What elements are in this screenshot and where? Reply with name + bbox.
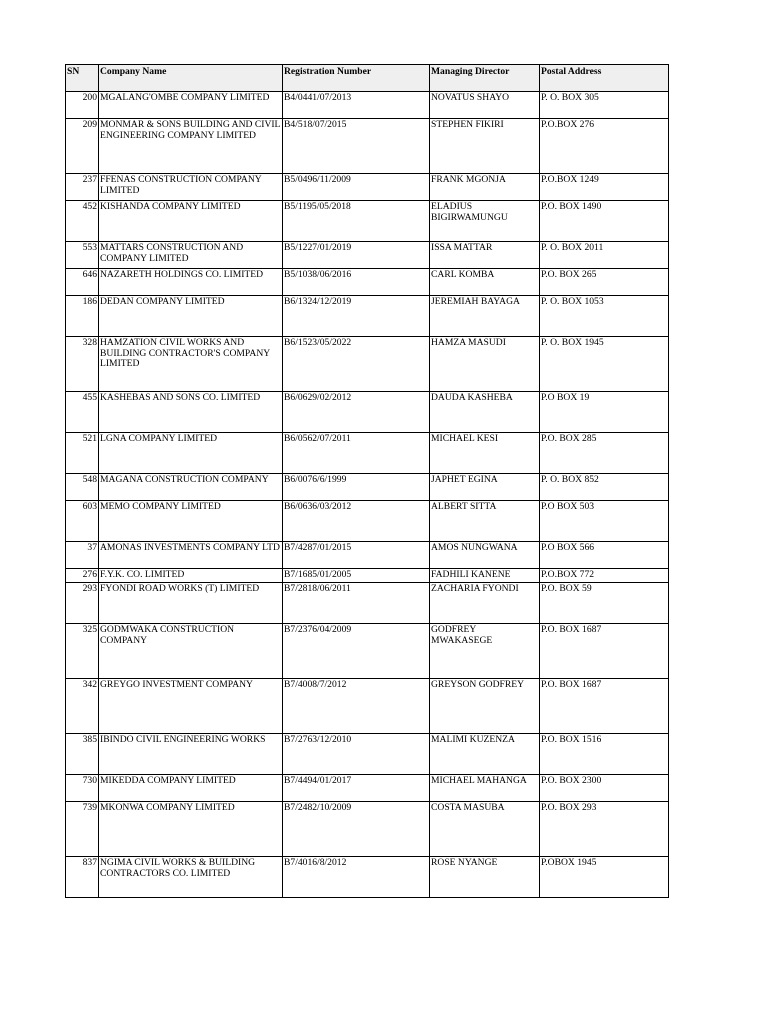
cell-managing-director: FRANK MGONJA: [430, 174, 540, 201]
table-row: [66, 542, 669, 569]
table-row: [66, 569, 669, 583]
table-row: [66, 857, 669, 898]
cell-sn: 293: [66, 583, 99, 624]
cell-postal-address: P.O. BOX 285: [540, 433, 669, 474]
cell-registration-number: B6/0562/07/2011: [283, 433, 430, 474]
table-row: [66, 734, 669, 775]
cell-managing-director: JEREMIAH BAYAGA: [430, 296, 540, 337]
cell-managing-director: NOVATUS SHAYO: [430, 92, 540, 119]
table-row: [66, 433, 669, 474]
cell-managing-director: COSTA MASUBA: [430, 802, 540, 857]
cell-postal-address: P.O.BOX 1249: [540, 174, 669, 201]
cell-registration-number: B5/1227/01/2019: [283, 242, 430, 269]
cell-company-name: HAMZATION CIVIL WORKS AND BUILDING CONTRACTOR'S COMPANY LIMITED: [99, 337, 283, 392]
cell-postal-address: P.O. BOX 59: [540, 583, 669, 624]
cell-sn: 276: [66, 569, 99, 583]
table-row: [66, 802, 669, 857]
table-row: [66, 775, 669, 802]
cell-registration-number: B6/1523/05/2022: [283, 337, 430, 392]
table-row: [66, 583, 669, 624]
cell-sn: 325: [66, 624, 99, 679]
table-row: [66, 201, 669, 242]
cell-managing-director: AMOS NUNGWANA: [430, 542, 540, 569]
cell-postal-address: P. O. BOX 852: [540, 474, 669, 501]
company-registry-table: [65, 64, 669, 898]
cell-sn: 328: [66, 337, 99, 392]
cell-managing-director: MICHAEL MAHANGA: [430, 775, 540, 802]
cell-company-name: MAGANA CONSTRUCTION COMPANY: [99, 474, 283, 501]
table-row: [66, 392, 669, 433]
cell-sn: 548: [66, 474, 99, 501]
cell-registration-number: B7/4494/01/2017: [283, 775, 430, 802]
cell-postal-address: P.O. BOX 265: [540, 269, 669, 296]
cell-sn: 452: [66, 201, 99, 242]
cell-company-name: NGIMA CIVIL WORKS & BUILDING CONTRACTORS CO. LIMITED: [99, 857, 283, 898]
table-row: [66, 679, 669, 734]
cell-postal-address: P.OBOX 1945: [540, 857, 669, 898]
cell-company-name: GREYGO INVESTMENT COMPANY: [99, 679, 283, 734]
table-row: [66, 337, 669, 392]
cell-registration-number: B7/1685/01/2005: [283, 569, 430, 583]
cell-postal-address: P.O BOX 19: [540, 392, 669, 433]
table-row: [66, 624, 669, 679]
header-company-name: Company Name: [99, 65, 283, 92]
cell-registration-number: B7/2376/04/2009: [283, 624, 430, 679]
cell-managing-director: HAMZA MASUDI: [430, 337, 540, 392]
cell-sn: 186: [66, 296, 99, 337]
table-body: [66, 92, 669, 898]
cell-managing-director: FADHILI KANENE: [430, 569, 540, 583]
cell-managing-director: GREYSON GODFREY: [430, 679, 540, 734]
cell-registration-number: B7/4008/7/2012: [283, 679, 430, 734]
cell-company-name: FFENAS CONSTRUCTION COMPANY LIMITED: [99, 174, 283, 201]
cell-company-name: MEMO COMPANY LIMITED: [99, 501, 283, 542]
cell-managing-director: ISSA MATTAR: [430, 242, 540, 269]
cell-company-name: F.Y.K. CO. LIMITED: [99, 569, 283, 583]
cell-sn: 646: [66, 269, 99, 296]
table-row: [66, 92, 669, 119]
cell-registration-number: B5/1195/05/2018: [283, 201, 430, 242]
cell-sn: 237: [66, 174, 99, 201]
cell-registration-number: B7/2482/10/2009: [283, 802, 430, 857]
cell-postal-address: P.O. BOX 1687: [540, 679, 669, 734]
cell-managing-director: JAPHET EGINA: [430, 474, 540, 501]
cell-company-name: MGALANG'OMBE COMPANY LIMITED: [99, 92, 283, 119]
cell-sn: 730: [66, 775, 99, 802]
cell-registration-number: B6/0076/6/1999: [283, 474, 430, 501]
cell-registration-number: B6/1324/12/2019: [283, 296, 430, 337]
table-row: [66, 474, 669, 501]
cell-postal-address: P.O. BOX 1687: [540, 624, 669, 679]
cell-sn: 739: [66, 802, 99, 857]
cell-registration-number: B6/0629/02/2012: [283, 392, 430, 433]
cell-company-name: IBINDO CIVIL ENGINEERING WORKS: [99, 734, 283, 775]
table-row: [66, 269, 669, 296]
cell-postal-address: P.O BOX 503: [540, 501, 669, 542]
cell-registration-number: B7/4287/01/2015: [283, 542, 430, 569]
cell-managing-director: MICHAEL KESI: [430, 433, 540, 474]
header-sn: SN: [66, 65, 99, 92]
table-header-row: [66, 65, 669, 92]
cell-registration-number: B7/2818/06/2011: [283, 583, 430, 624]
cell-managing-director: CARL KOMBA: [430, 269, 540, 296]
table-row: [66, 296, 669, 337]
table-row: [66, 119, 669, 174]
cell-company-name: MONMAR & SONS BUILDING AND CIVIL ENGINEERING COMPANY LIMITED: [99, 119, 283, 174]
cell-registration-number: B4/518/07/2015: [283, 119, 430, 174]
cell-sn: 385: [66, 734, 99, 775]
cell-sn: 455: [66, 392, 99, 433]
cell-postal-address: P.O. BOX 1516: [540, 734, 669, 775]
cell-sn: 603: [66, 501, 99, 542]
cell-postal-address: P. O. BOX 1053: [540, 296, 669, 337]
cell-postal-address: P. O. BOX 305: [540, 92, 669, 119]
cell-company-name: MATTARS CONSTRUCTION AND COMPANY LIMITED: [99, 242, 283, 269]
cell-postal-address: P.O. BOX 2300: [540, 775, 669, 802]
cell-company-name: NAZARETH HOLDINGS CO. LIMITED: [99, 269, 283, 296]
cell-sn: 209: [66, 119, 99, 174]
cell-sn: 837: [66, 857, 99, 898]
cell-postal-address: P.O. BOX 1490: [540, 201, 669, 242]
cell-company-name: DEDAN COMPANY LIMITED: [99, 296, 283, 337]
cell-managing-director: DAUDA KASHEBA: [430, 392, 540, 433]
cell-registration-number: B7/2763/12/2010: [283, 734, 430, 775]
cell-registration-number: B6/0636/03/2012: [283, 501, 430, 542]
cell-postal-address: P. O. BOX 1945: [540, 337, 669, 392]
cell-managing-director: GODFREY MWAKASEGE: [430, 624, 540, 679]
cell-managing-director: STEPHEN FIKIRI: [430, 119, 540, 174]
cell-registration-number: B4/0441/07/2013: [283, 92, 430, 119]
cell-sn: 37: [66, 542, 99, 569]
cell-postal-address: P. O. BOX 2011: [540, 242, 669, 269]
cell-postal-address: P.O. BOX 293: [540, 802, 669, 857]
cell-managing-director: ZACHARIA FYONDI: [430, 583, 540, 624]
cell-sn: 342: [66, 679, 99, 734]
cell-company-name: LGNA COMPANY LIMITED: [99, 433, 283, 474]
header-managing-director: Managing Director: [430, 65, 540, 92]
cell-company-name: KASHEBAS AND SONS CO. LIMITED: [99, 392, 283, 433]
cell-managing-director: ELADIUS BIGIRWAMUNGU: [430, 201, 540, 242]
cell-sn: 200: [66, 92, 99, 119]
cell-company-name: KISHANDA COMPANY LIMITED: [99, 201, 283, 242]
table-row: [66, 242, 669, 269]
cell-managing-director: ROSE NYANGE: [430, 857, 540, 898]
cell-company-name: MKONWA COMPANY LIMITED: [99, 802, 283, 857]
cell-managing-director: ALBERT SITTA: [430, 501, 540, 542]
cell-postal-address: P.O.BOX 276: [540, 119, 669, 174]
cell-company-name: FYONDI ROAD WORKS (T) LIMITED: [99, 583, 283, 624]
cell-postal-address: P.O.BOX 772: [540, 569, 669, 583]
header-registration-number: Registration Number: [283, 65, 430, 92]
cell-registration-number: B5/0496/11/2009: [283, 174, 430, 201]
header-postal-address: Postal Address: [540, 65, 669, 92]
cell-sn: 553: [66, 242, 99, 269]
cell-postal-address: P.O BOX 566: [540, 542, 669, 569]
table-row: [66, 174, 669, 201]
table-row: [66, 501, 669, 542]
cell-company-name: AMONAS INVESTMENTS COMPANY LTD: [99, 542, 283, 569]
cell-sn: 521: [66, 433, 99, 474]
cell-company-name: MIKEDDA COMPANY LIMITED: [99, 775, 283, 802]
cell-managing-director: MALIMI KUZENZA: [430, 734, 540, 775]
cell-company-name: GODMWAKA CONSTRUCTION COMPANY: [99, 624, 283, 679]
cell-registration-number: B5/1038/06/2016: [283, 269, 430, 296]
cell-registration-number: B7/4016/8/2012: [283, 857, 430, 898]
